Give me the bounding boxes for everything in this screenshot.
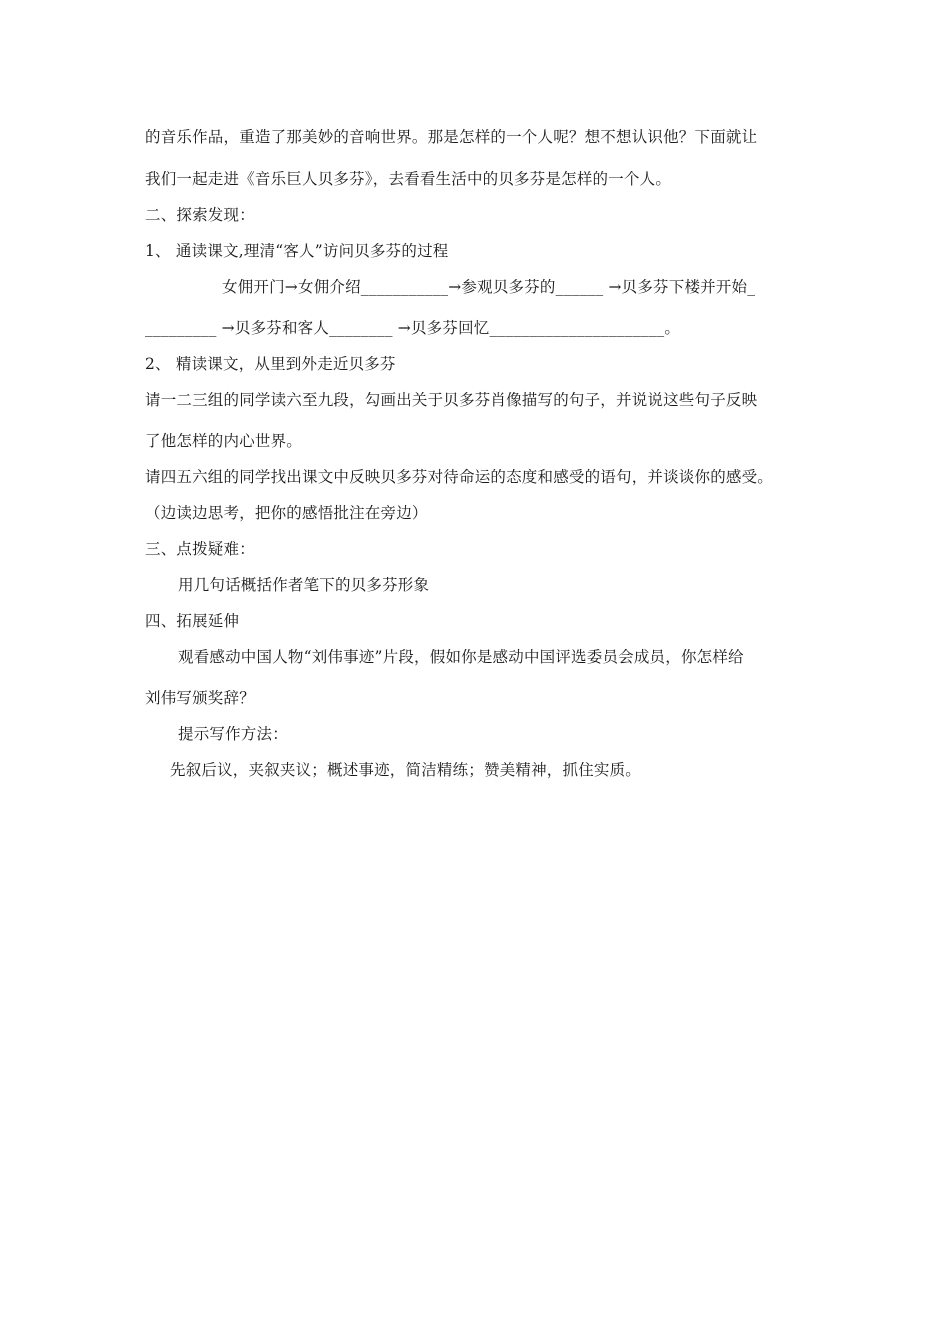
task-2-heading: 2、 精读课文，从里到外走近贝多芬 — [145, 355, 396, 373]
extension-task-2: 刘伟写颁奖辞？ — [145, 689, 255, 707]
section-heading-difficulty: 三、点拨疑难： — [145, 540, 255, 558]
task-2-note: （边读边思考，把你的感悟批注在旁边） — [145, 504, 428, 522]
fill-blank-line-1: 女佣开门→女佣介绍___________→参观贝多芬的______ →贝多芬下楼并开始_ — [222, 278, 756, 296]
writing-tips-content: 先叙后议，夹叙夹议；概述事迹，简洁精练；赞美精神，抓住实质。 — [170, 761, 642, 779]
section-heading-explore: 二、探索发现： — [145, 206, 255, 224]
task-2-group-a-2: 了他怎样的内心世界。 — [145, 432, 303, 450]
text-line-intro-2: 我们一起走进《音乐巨人贝多芬》，去看看生活中的贝多芬是怎样的一个人。 — [145, 170, 672, 188]
difficulty-task: 用几句话概括作者笔下的贝多芬形象 — [178, 576, 430, 594]
task-2-group-b: 请四五六组的同学找出课文中反映贝多芬对待命运的态度和感受的语句，并谈谈你的感受。 — [145, 468, 774, 486]
text-line-intro-1: 的音乐作品，重造了那美妙的音响世界。那是怎样的一个人呢？想不想认识他？下面就让 — [145, 128, 758, 146]
task-1-heading: 1、 通读课文,理清“客人”访问贝多芬的过程 — [145, 242, 449, 260]
writing-tips-heading: 提示写作方法： — [178, 725, 288, 743]
task-2-group-a-1: 请一二三组的同学读六至九段，勾画出关于贝多芬肖像描写的句子，并说说这些句子反映 — [145, 391, 758, 409]
fill-blank-line-2: _________ →贝多芬和客人________ →贝多芬回忆______________________。 — [145, 319, 681, 337]
section-heading-extension: 四、拓展延伸 — [145, 612, 240, 630]
extension-task-1: 观看感动中国人物“刘伟事迹”片段，假如你是感动中国评选委员会成员，你怎样给 — [178, 648, 744, 666]
